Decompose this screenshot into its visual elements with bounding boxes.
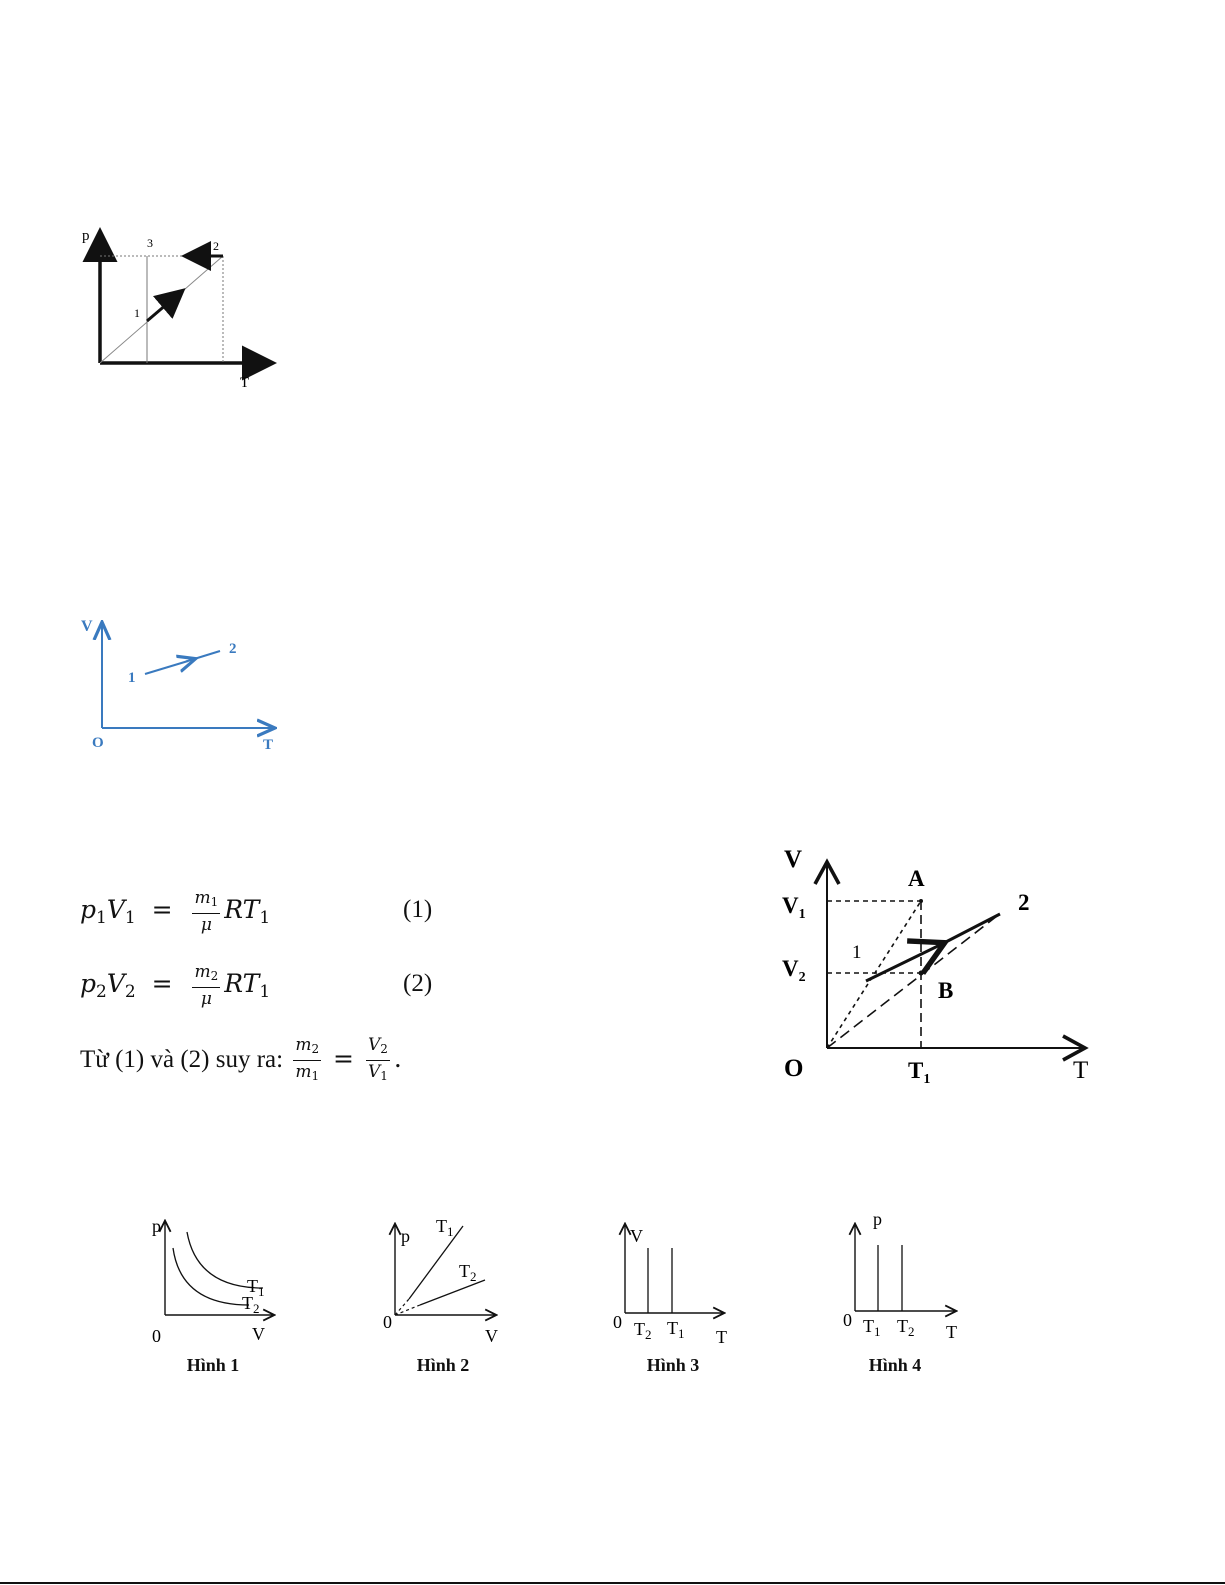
isotherm-T1 [409,1226,463,1299]
process-1-2 [866,944,942,981]
origin-label: 0 [613,1312,622,1332]
curve-label-T2: $T_2$ [242,1293,260,1316]
point-A-label: A [908,866,925,891]
p-axis-label: p [82,228,90,244]
caption-hinh-4: Hình 4 [868,1355,922,1375]
figure-p-T-diagram [75,220,285,395]
line-label-T2: $T_2$ [459,1261,477,1284]
equation-2-number: (2) [403,970,433,997]
T1-tick-label: $T_1$ [908,1058,931,1087]
state-label-2: 2 [213,239,219,253]
origin-label: 0 [843,1310,852,1330]
V-axis-label: V [252,1324,265,1344]
page-bottom-rule [0,1582,1225,1584]
T-axis-label: T [1073,1057,1089,1084]
curve-label-T1: $T_1$ [247,1276,265,1299]
process-1-2-first-half [145,661,188,674]
figure-hinh-4 [835,1205,975,1350]
process-1-2-end [940,914,1000,945]
state-label-2: 2 [229,641,237,657]
tick-label-T1: $T_1$ [667,1318,685,1341]
point-B-label: B [938,978,954,1003]
arrow-1-to-2 [147,292,181,321]
figure-hinh-3 [605,1210,745,1350]
origin-label: 0 [383,1312,392,1332]
origin-label: O [784,1055,804,1082]
V-axis-label: V [485,1326,498,1346]
tick-label-T1: $T_1$ [863,1316,881,1339]
isobar-O2 [827,916,997,1048]
figure-V-T-small [75,612,290,757]
figure-hinh-1 [145,1210,285,1350]
tick-label-T2: $T_2$ [634,1319,652,1342]
point-A [919,899,923,903]
origin-label: 0 [152,1326,161,1346]
equation-1: $p_1V_1$ = $\frac{m_1}{\mu}$ $RT_1$ [80,888,271,935]
T-axis-label: T [946,1322,957,1342]
line-label-T1: $T_1$ [436,1216,454,1239]
point-B [919,971,924,976]
equation-1-number: (1) [403,896,433,923]
figure-hinh-2 [375,1210,515,1350]
p-axis-label: p [873,1209,882,1229]
T-axis-label: T [240,375,250,391]
equation-2: $p_2V_2$ = $\frac{m_2}{\mu}$ $RT_1$ [80,962,271,1009]
state-label-2: 2 [1018,890,1030,915]
conclusion-prefix: Từ (1) và (2) suy ra: [80,1046,284,1073]
state-label-1: 1 [852,942,862,963]
caption-hinh-3: Hình 3 [646,1355,700,1375]
process-1-2-second-half [186,651,220,662]
V1-tick-label: $V_1$ [782,893,806,922]
state-label-3: 3 [147,236,153,250]
caption-hinh-2: Hình 2 [416,1355,470,1375]
V-axis-label: V [81,618,93,635]
isobar-OA [827,901,921,1048]
figure-V-T-large [770,840,1100,1090]
V-axis-label: V [784,846,803,873]
T-axis-label: T [263,737,274,753]
conclusion-line: Từ (1) và (2) suy ra: $\frac{m_2}{m_1}$ = $\frac{V_2}{V_1}$ . [80,1035,402,1083]
p-axis-label: p [152,1216,161,1236]
p-axis-label: p [401,1226,410,1246]
isotherm-T2 [173,1248,249,1305]
caption-hinh-1: Hình 1 [186,1355,240,1375]
tick-label-T2: $T_2$ [897,1316,915,1339]
T-axis-label: T [716,1327,727,1347]
V2-tick-label: $V_2$ [782,956,806,985]
state-label-1: 1 [134,306,140,320]
origin-label: O [92,735,104,751]
state-label-1: 1 [128,670,136,686]
V-axis-label: V [630,1226,643,1246]
